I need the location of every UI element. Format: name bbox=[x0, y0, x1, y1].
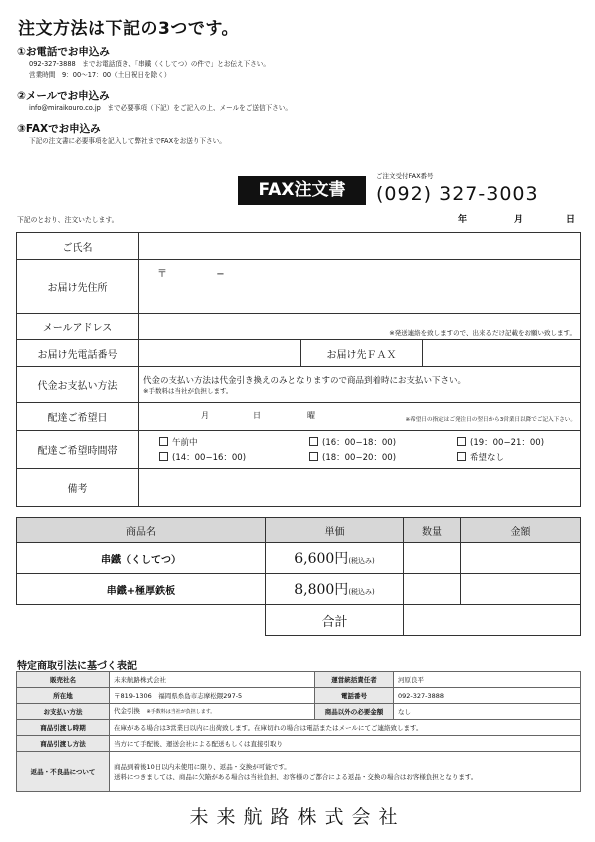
delivery-date-note: ※希望日の指定はご発注日の翌日から3営業日以降でご記入下さい。 bbox=[405, 417, 576, 423]
postal-dash: − bbox=[216, 269, 225, 280]
amount-input-cell[interactable] bbox=[461, 543, 581, 574]
date-year: 年 bbox=[458, 215, 468, 225]
delivery-day-label: 日 bbox=[253, 411, 261, 420]
remarks-input-cell[interactable] bbox=[139, 469, 581, 507]
return-line-2: 送料につきましては、商品に欠陥がある場合は当社負担、お客様のご都合による返品・交換の場合はお客様負担となります。 bbox=[114, 772, 478, 781]
product-table bbox=[16, 517, 581, 636]
product-price-cell bbox=[266, 543, 404, 574]
product-row bbox=[17, 543, 581, 574]
postal-mark: 〒 bbox=[157, 269, 167, 280]
checkbox-icon bbox=[457, 437, 466, 446]
date-day: 日 bbox=[566, 215, 576, 225]
method-phone-line-1: 092-327-3888 までお電話頂き、「串鐵（くしてつ）の件で」とお伝え下さい。 bbox=[29, 60, 270, 68]
time-option-morning[interactable]: 午前中 bbox=[159, 436, 198, 448]
delivery-time-label: 配達ご希望時間帯 bbox=[17, 431, 139, 469]
order-intro: 下記のとおり、注文いたします。 bbox=[17, 216, 119, 224]
delivery-method-law-label: 商品引渡し方法 bbox=[17, 736, 110, 752]
other-fee-label: 商品以外の必要金額 bbox=[315, 704, 394, 720]
manager-label: 運営統括責任者 bbox=[315, 672, 394, 688]
law-table bbox=[16, 671, 581, 792]
phone-label: お届け先電話番号 bbox=[17, 340, 139, 367]
product-name: 串鐵（くしてつ） bbox=[17, 543, 266, 574]
phone-law-value: 092-327-3888 bbox=[394, 688, 581, 704]
method-fax-heading: ③FAXでお申込み bbox=[17, 123, 101, 135]
product-price: 6,600円 bbox=[294, 551, 349, 567]
seller-value: 未来航路株式会社 bbox=[110, 672, 315, 688]
product-header-price: 単価 bbox=[266, 518, 404, 543]
amount-input-cell[interactable] bbox=[461, 574, 581, 605]
address-law-value: 〒819-1306 福岡県糸島市志摩松隈297-5 bbox=[110, 688, 315, 704]
checkbox-icon bbox=[309, 452, 318, 461]
law-section-title: 特定商取引法に基づく表記 bbox=[17, 661, 137, 672]
return-label: 返品・不良品について bbox=[17, 752, 110, 792]
method-phone-heading: ①お電話でお申込み bbox=[17, 46, 110, 58]
product-header-amount: 金額 bbox=[461, 518, 581, 543]
method-fax-line-1: 下記の注文書に必要事項を記入して弊社までFAXをお送り下さい。 bbox=[29, 137, 226, 145]
checkbox-icon bbox=[309, 437, 318, 446]
phone-law-label: 電話番号 bbox=[315, 688, 394, 704]
time-option-16-18[interactable]: (16：00−18：00) bbox=[309, 436, 396, 448]
product-name: 串鐵+極厚鉄板 bbox=[17, 574, 266, 605]
time-option-19-21[interactable]: (19：00−21：00) bbox=[457, 436, 544, 448]
checkbox-icon bbox=[457, 452, 466, 461]
page-title: 注文方法は下記の3つです。 bbox=[18, 19, 239, 39]
payment-text: 代金の支払い方法は代金引き換えのみとなりますので商品到着時にお支払い下さい。 bbox=[143, 376, 467, 386]
fax-order-badge: FAX注文書 bbox=[238, 176, 366, 205]
delivery-month-label: 月 bbox=[201, 411, 209, 420]
method-mail-heading: ②メールでお申込み bbox=[17, 90, 110, 102]
payment-law-label: お支払い方法 bbox=[17, 704, 110, 720]
seller-label: 販売社名 bbox=[17, 672, 110, 688]
tax-included-label: (税込み) bbox=[348, 557, 375, 565]
quantity-input-cell[interactable] bbox=[404, 543, 461, 574]
tax-included-label: (税込み) bbox=[348, 588, 375, 596]
payment-cell bbox=[139, 367, 581, 403]
total-spacer bbox=[17, 605, 266, 636]
email-input-cell[interactable] bbox=[139, 314, 581, 340]
product-price-cell bbox=[266, 574, 404, 605]
product-row bbox=[17, 574, 581, 605]
total-label: 合計 bbox=[266, 605, 404, 636]
other-fee-value: なし bbox=[394, 704, 581, 720]
delivery-date-cell[interactable] bbox=[139, 403, 581, 431]
date-month: 月 bbox=[514, 215, 524, 225]
delivery-time-cell bbox=[139, 431, 581, 469]
delivery-time-law-label: 商品引渡し時期 bbox=[17, 720, 110, 736]
address-label: お届け先住所 bbox=[17, 260, 139, 314]
product-header-quantity: 数量 bbox=[404, 518, 461, 543]
fax-number-caption: ご注文受付FAX番号 bbox=[376, 172, 434, 180]
method-phone-line-2: 営業時間 9：00〜17：00（土日祝日を除く） bbox=[29, 71, 171, 79]
product-header-name: 商品名 bbox=[17, 518, 266, 543]
phone-input-cell[interactable] bbox=[139, 340, 301, 367]
time-option-14-16[interactable]: (14：00−16：00) bbox=[159, 451, 246, 463]
fax-number: (092) 327-3003 bbox=[376, 183, 539, 205]
checkbox-icon bbox=[159, 452, 168, 461]
method-mail-line-1: info@miraikouro.co.jp まで必要事項（下記）をご記入の上、メールをご送信下さい。 bbox=[29, 104, 292, 112]
company-name: 未来航路株式会社 bbox=[189, 806, 406, 828]
total-input-cell[interactable] bbox=[404, 605, 581, 636]
payment-label: 代金お支払い方法 bbox=[17, 367, 139, 403]
name-input-cell[interactable] bbox=[139, 233, 581, 260]
address-law-label: 所在地 bbox=[17, 688, 110, 704]
time-option-18-20[interactable]: (18：00−20：00) bbox=[309, 451, 396, 463]
manager-value: 河原良平 bbox=[394, 672, 581, 688]
remarks-label: 備考 bbox=[17, 469, 139, 507]
fax-input-cell[interactable] bbox=[423, 340, 581, 367]
quantity-input-cell[interactable] bbox=[404, 574, 461, 605]
product-price: 8,800円 bbox=[294, 582, 349, 598]
return-value bbox=[110, 752, 581, 792]
order-form-table bbox=[16, 232, 581, 507]
name-label: ご氏名 bbox=[17, 233, 139, 260]
delivery-time-law-value: 在庫がある場合は3営業日以内に出荷致します。在庫切れの場合は電話またはメールにてご連絡致します。 bbox=[110, 720, 581, 736]
email-label: メールアドレス bbox=[17, 314, 139, 340]
payment-law-value: 代金引換 ※手数料は当社が負担します。 bbox=[110, 704, 315, 720]
delivery-weekday-label: 曜 bbox=[307, 411, 315, 420]
checkbox-icon bbox=[159, 437, 168, 446]
fax-label: お届け先ＦＡＸ bbox=[301, 340, 423, 367]
delivery-date-label: 配達ご希望日 bbox=[17, 403, 139, 431]
delivery-method-law-value: 当方にて手配後、運送会社による配送もしくは直接引取り bbox=[110, 736, 581, 752]
return-line-1: 商品到着後10日以内未使用に限り、返品・交換が可能です。 bbox=[114, 762, 291, 771]
payment-law-note: ※手数料は当社が負担します。 bbox=[146, 709, 216, 715]
address-input-cell[interactable] bbox=[139, 260, 581, 314]
time-option-none[interactable]: 希望なし bbox=[457, 451, 504, 463]
payment-note: ※手数料は当社が負担します。 bbox=[143, 387, 233, 395]
email-note: ※発送連絡を致しますので、出来るだけ記載をお願い致します。 bbox=[389, 329, 576, 337]
